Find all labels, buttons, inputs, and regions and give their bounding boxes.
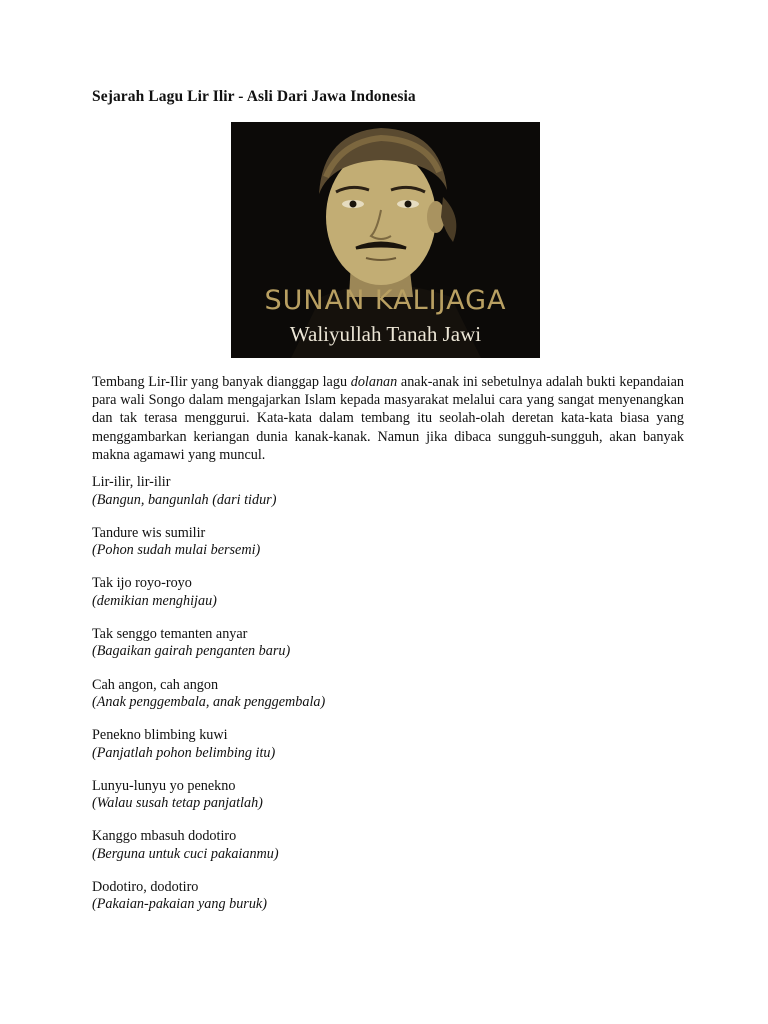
verse-item	[92, 525, 652, 560]
verse-translation: (Bangun, bangunlah (dari tidur)	[92, 491, 277, 508]
verse-translation: (Panjatlah pohon belimbing itu)	[92, 744, 276, 761]
verse-javanese: Cah angon, cah angon	[92, 676, 219, 693]
verse-translation: (Berguna untuk cuci pakaianmu)	[92, 845, 279, 862]
image-caption-subtitle: Waliyullah Tanah Jawi	[289, 322, 482, 346]
verse-item	[92, 677, 652, 712]
intro-text-part1: Tembang Lir-Ilir yang banyak dianggap lagu	[92, 374, 351, 390]
verse-javanese: Lunyu-lunyu yo penekno	[92, 777, 236, 794]
verse-item	[92, 727, 652, 762]
verse-javanese: Tandure wis sumilir	[92, 524, 206, 541]
verse-translation: (demikian menghijau)	[92, 592, 217, 609]
intro-text-part2: anak-anak ini sebetulnya adalah bukti kepandaian para wali Songo dalam mengajarkan Islam kepada masyarakat melalui cara yang sangat menyenangkan dan tak terasa menggurui. Kata-kata dalam tembang itu seolah-olah deretan kata-kata biasa yang menggambarkan keriangan dunia kanak-kanak. Namun jika dibaca sungguh-sungguh, akan banyak makna agamawi yang muncul.	[92, 374, 684, 463]
verse-javanese: Tak senggo temanten anyar	[92, 625, 248, 642]
verse-item	[92, 778, 652, 813]
document-title: Sejarah Lagu Lir Ilir - Asli Dari Jawa Indonesia	[92, 88, 416, 105]
verse-translation: (Pohon sudah mulai bersemi)	[92, 542, 261, 558]
verse-javanese: Lir-ilir, lir-ilir	[92, 474, 171, 490]
verse-item	[92, 828, 652, 863]
intro-italic-word: dolanan	[350, 374, 398, 390]
verse-javanese: Dodotiro, dodotiro	[92, 878, 199, 895]
verse-item	[92, 575, 652, 610]
verse-translation: (Walau susah tetap panjatlah)	[92, 795, 263, 811]
verse-javanese: Tak ijo royo-royo	[92, 575, 192, 591]
verse-javanese: Penekno blimbing kuwi	[92, 727, 228, 743]
verse-item	[92, 626, 652, 661]
verse-translation: (Pakaian-pakaian yang buruk)	[92, 896, 267, 912]
image-caption-name: SUNAN KALIJAGA	[264, 285, 507, 316]
sunan-kalijaga-portrait-image	[231, 122, 540, 358]
verse-translation: (Bagaikan gairah penganten baru)	[92, 643, 291, 659]
verse-item	[92, 879, 652, 914]
verse-javanese: Kanggo mbasuh dodotiro	[92, 828, 237, 844]
lyrics-list	[92, 474, 652, 929]
intro-paragraph	[92, 373, 684, 464]
verse-translation: (Anak penggembala, anak penggembala)	[92, 694, 326, 710]
verse-item	[92, 474, 652, 509]
